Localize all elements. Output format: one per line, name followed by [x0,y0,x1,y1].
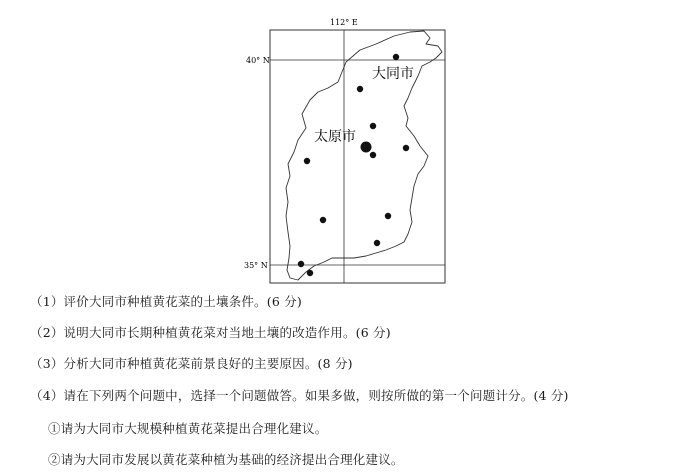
map-dot [374,240,380,246]
latitude-label-top: 40° N [246,56,270,65]
question-3: （3）分析大同市种植黄花菜前景良好的主要原因。(8 分) [30,356,353,371]
shanxi-outline [286,31,442,280]
map-dot [320,217,326,223]
map-dot [357,86,363,92]
map-dot [298,261,304,267]
question-2: （2）说明大同市长期种植黄花菜对当地土壤的改造作用。(6 分) [30,325,391,340]
question-1: （1）评价大同市种植黄花菜的土壤条件。(6 分) [30,294,302,309]
taiyuan-dot [361,142,372,153]
map-dot [307,270,313,276]
map-dot [393,54,399,60]
map-dot [370,152,376,158]
map-frame [270,30,445,283]
longitude-label: 112° E [330,18,358,27]
question-4-option-2: ②请为大同市发展以黄花菜种植为基础的经济提出合理化建议。 [48,452,404,467]
map-dot [370,123,376,129]
city-label-taiyuan: 太原市 [314,129,356,145]
map-dot [403,145,409,151]
question-4-option-1: ①请为大同市大规模种植黄花菜提出合理化建议。 [48,421,328,436]
map-dot [385,213,391,219]
latitude-label-bottom: 35° N [244,261,268,270]
question-4: （4）请在下列两个问题中，选择一个问题做答。如果多做，则按所做的第一个问题计分。(4 分) [30,388,569,403]
city-label-datong: 大同市 [372,66,414,82]
map-dot [304,158,310,164]
